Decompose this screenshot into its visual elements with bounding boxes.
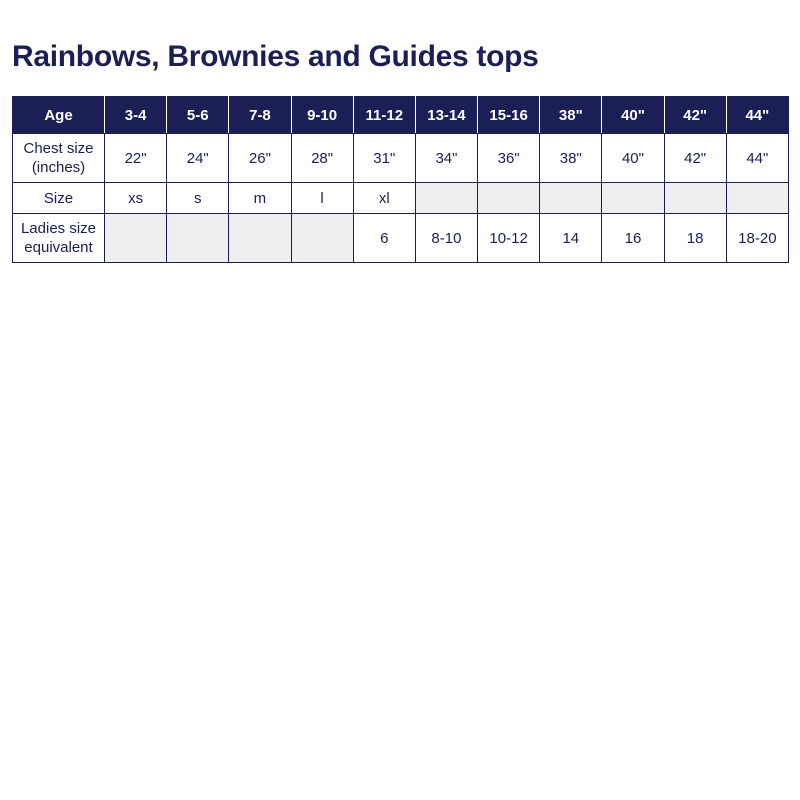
- header-cell: 42": [664, 97, 726, 134]
- header-cell-age: Age: [13, 97, 105, 134]
- row-label-size: Size: [13, 183, 105, 214]
- header-row: [13, 97, 789, 134]
- header-cell: 7-8: [229, 97, 291, 134]
- label-line: equivalent: [24, 239, 93, 256]
- table-cell: 24": [167, 134, 229, 183]
- table-cell: 8-10: [415, 214, 477, 263]
- table-cell: 42": [664, 134, 726, 183]
- empty-cell: [726, 183, 788, 214]
- header-cell: 44": [726, 97, 788, 134]
- empty-cell: [478, 183, 540, 214]
- empty-cell: [540, 183, 602, 214]
- label-line: (inches): [31, 159, 86, 176]
- table-row-size: [13, 183, 789, 214]
- empty-cell: [602, 183, 664, 214]
- table-cell: xl: [353, 183, 415, 214]
- table-cell: 16: [602, 214, 664, 263]
- table-cell: 36": [478, 134, 540, 183]
- empty-cell: [105, 214, 167, 263]
- table-cell: 28": [291, 134, 353, 183]
- header-cell: 40": [602, 97, 664, 134]
- header-cell: 3-4: [105, 97, 167, 134]
- table-cell: 10-12: [478, 214, 540, 263]
- table-cell: 26": [229, 134, 291, 183]
- empty-cell: [291, 214, 353, 263]
- table-cell: 14: [540, 214, 602, 263]
- table-cell: xs: [105, 183, 167, 214]
- label-line: Chest size: [23, 140, 94, 157]
- header-cell: 15-16: [478, 97, 540, 134]
- table-cell: 38": [540, 134, 602, 183]
- table-cell: m: [229, 183, 291, 214]
- page-title: Rainbows, Brownies and Guides tops: [12, 40, 539, 73]
- table-cell: s: [167, 183, 229, 214]
- header-cell: 11-12: [353, 97, 415, 134]
- empty-cell: [415, 183, 477, 214]
- table-cell: 34": [415, 134, 477, 183]
- header-cell: 13-14: [415, 97, 477, 134]
- label-line: Ladies size: [20, 220, 97, 237]
- empty-cell: [664, 183, 726, 214]
- empty-cell: [167, 214, 229, 263]
- header-cell: 38": [540, 97, 602, 134]
- header-cell: 5-6: [167, 97, 229, 134]
- row-label-chest-size: [13, 134, 105, 183]
- empty-cell: [229, 214, 291, 263]
- table-cell: 40": [602, 134, 664, 183]
- table-cell: 6: [353, 214, 415, 263]
- table-row-ladies-size: [13, 214, 789, 263]
- table-cell: l: [291, 183, 353, 214]
- table-cell: 22": [105, 134, 167, 183]
- table-row-chest-size: [13, 134, 789, 183]
- row-label-ladies-size: [13, 214, 105, 263]
- header-cell: 9-10: [291, 97, 353, 134]
- table-cell: 18-20: [726, 214, 788, 263]
- size-chart-table: [12, 96, 789, 263]
- table-cell: 18: [664, 214, 726, 263]
- table-cell: 31": [353, 134, 415, 183]
- table-cell: 44": [726, 134, 788, 183]
